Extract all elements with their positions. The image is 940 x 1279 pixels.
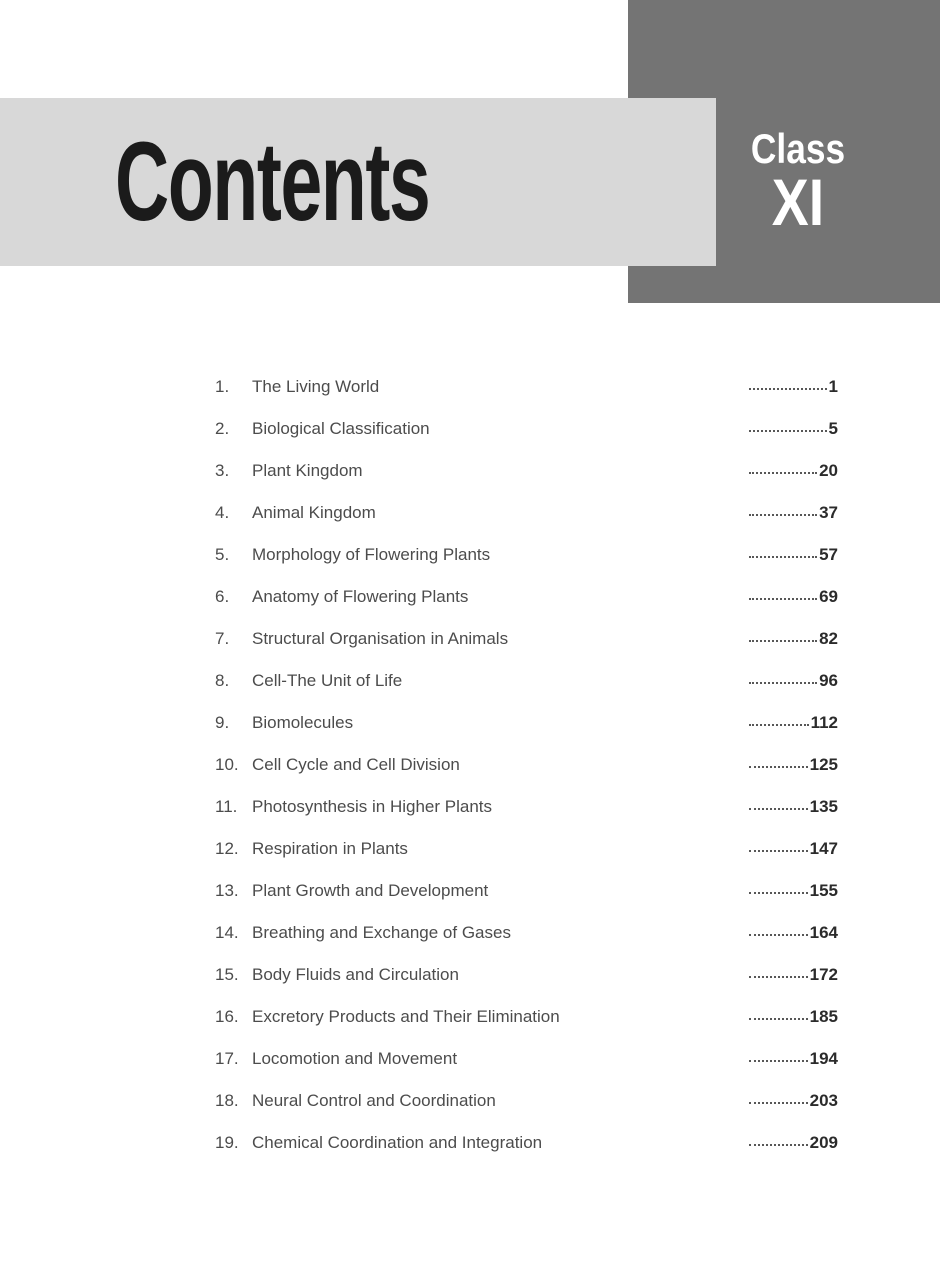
toc-entry-title: Excretory Products and Their Elimination — [252, 1007, 560, 1026]
toc-entry-right — [749, 408, 838, 450]
toc-entry-right — [749, 492, 838, 534]
toc-entry-page: 185 — [809, 1007, 838, 1026]
class-badge-text — [716, 125, 881, 239]
class-label: Class — [750, 125, 846, 172]
toc-entry-right — [749, 534, 838, 576]
toc-entry-number: 19. — [215, 1133, 239, 1152]
toc-entry-page: 135 — [809, 797, 838, 816]
toc-entry-title: Breathing and Exchange of Gases — [252, 923, 511, 942]
toc-entry-page: 5 — [828, 419, 838, 438]
toc-entry-right — [749, 1122, 838, 1164]
toc-entry-number: 8. — [215, 671, 230, 690]
toc-entry-right — [749, 744, 838, 786]
page-title: Contents — [115, 119, 430, 244]
toc-entry-number: 1. — [215, 377, 230, 396]
toc-entry-number: 5. — [215, 545, 230, 564]
toc-entry-right — [749, 996, 838, 1038]
toc-dot-leader — [749, 598, 817, 600]
toc-entry-page: 164 — [809, 923, 838, 942]
toc-entry — [215, 534, 838, 576]
toc-entry-page: 112 — [810, 713, 838, 732]
toc-entry-page: 82 — [819, 629, 838, 648]
toc-entry-title: Plant Kingdom — [252, 461, 363, 480]
contents-banner — [0, 98, 716, 266]
toc-entry — [215, 450, 838, 492]
toc-entry-right — [749, 366, 838, 408]
toc-list — [215, 366, 838, 1164]
toc-entry-right — [749, 1080, 838, 1122]
toc-entry-number: 17. — [215, 1049, 239, 1068]
toc-dot-leader — [749, 1060, 808, 1062]
toc-entry — [215, 870, 838, 912]
toc-entry — [215, 702, 838, 744]
toc-entry-title: Biomolecules — [252, 713, 354, 732]
toc-entry-right — [749, 702, 838, 744]
toc-entry — [215, 492, 838, 534]
toc-entry-title: Biological Classification — [252, 419, 430, 438]
toc-entry-page: 194 — [809, 1049, 838, 1068]
toc-entry — [215, 660, 838, 702]
toc-entry-number: 2. — [215, 419, 230, 438]
toc-entry-right — [749, 912, 838, 954]
toc-entry-number: 4. — [215, 503, 230, 522]
toc-entry-title: Locomotion and Movement — [252, 1049, 458, 1068]
toc-dot-leader — [749, 976, 808, 978]
toc-entry-number: 13. — [215, 881, 239, 900]
toc-dot-leader — [749, 892, 808, 894]
toc-entry — [215, 408, 838, 450]
toc-entry-title: Chemical Coordination and Integration — [252, 1133, 543, 1152]
toc-entry-page: 125 — [809, 755, 838, 774]
toc-entry-right — [749, 954, 838, 996]
toc-entry — [215, 1122, 838, 1164]
toc-dot-leader — [749, 1018, 808, 1020]
toc-entry-title: Cell Cycle and Cell Division — [252, 755, 460, 774]
toc-entry-page: 57 — [819, 545, 838, 564]
toc-dot-leader — [749, 472, 817, 474]
toc-entry-title: Cell-The Unit of Life — [252, 671, 403, 690]
toc-entry — [215, 912, 838, 954]
toc-entry-title: Structural Organisation in Animals — [252, 629, 509, 648]
toc-entry-number: 12. — [215, 839, 239, 858]
toc-entry-right — [749, 618, 838, 660]
toc-entry-number: 11. — [215, 797, 238, 816]
toc-entry-page: 20 — [819, 461, 838, 480]
toc-dot-leader — [749, 556, 817, 558]
toc-entry — [215, 786, 838, 828]
toc-entry — [215, 576, 838, 618]
toc-entry-right — [749, 786, 838, 828]
toc-entry-number: 16. — [215, 1007, 239, 1026]
toc-dot-leader — [749, 388, 827, 390]
toc-entry-page: 147 — [809, 839, 838, 858]
toc-entry-title: Anatomy of Flowering Plants — [252, 587, 469, 606]
toc-entry — [215, 828, 838, 870]
toc-dot-leader — [749, 1144, 808, 1146]
toc-entry-page: 69 — [819, 587, 838, 606]
toc-entry — [215, 954, 838, 996]
toc-entry-page: 96 — [819, 671, 838, 690]
toc-entry-title: Morphology of Flowering Plants — [252, 545, 491, 564]
toc-entry-title: The Living World — [252, 377, 380, 396]
toc-entry-number: 14. — [215, 923, 239, 942]
toc-dot-leader — [749, 430, 827, 432]
toc-entry-number: 15. — [215, 965, 239, 984]
toc-dot-leader — [749, 724, 809, 726]
toc-dot-leader — [749, 766, 808, 768]
toc-entry-right — [749, 660, 838, 702]
toc-entry — [215, 996, 838, 1038]
toc-entry-number: 7. — [215, 629, 230, 648]
toc-entry-page: 203 — [809, 1091, 838, 1110]
toc-dot-leader — [749, 1102, 808, 1104]
toc-entry-page: 1 — [828, 377, 838, 396]
toc-entry-page: 155 — [809, 881, 838, 900]
toc-entry-number: 18. — [215, 1091, 239, 1110]
toc-entry-number: 9. — [215, 713, 230, 732]
toc-dot-leader — [749, 640, 817, 642]
toc-dot-leader — [749, 514, 817, 516]
toc-entry — [215, 618, 838, 660]
toc-dot-leader — [749, 682, 817, 684]
toc-entry-title: Neural Control and Coordination — [252, 1091, 496, 1110]
toc-entry-page: 209 — [809, 1133, 838, 1152]
toc-entry-number: 10. — [215, 755, 239, 774]
toc-entry-page: 37 — [819, 503, 838, 522]
class-value: XI — [771, 165, 825, 239]
toc-entry-title: Photosynthesis in Higher Plants — [252, 797, 493, 816]
toc-entry-number: 3. — [215, 461, 230, 480]
toc-entry-page: 172 — [809, 965, 838, 984]
toc-entry-right — [749, 450, 838, 492]
toc-dot-leader — [749, 808, 808, 810]
toc-entry-right — [749, 1038, 838, 1080]
toc-entry — [215, 1038, 838, 1080]
toc-entry-right — [749, 828, 838, 870]
toc-entry-title: Body Fluids and Circulation — [252, 965, 459, 984]
toc-entry-right — [749, 870, 838, 912]
toc-dot-leader — [749, 934, 808, 936]
toc-entry-title: Animal Kingdom — [252, 503, 376, 522]
toc-entry-title: Respiration in Plants — [252, 839, 408, 858]
toc-entry — [215, 744, 838, 786]
toc-entry-right — [749, 576, 838, 618]
toc-entry — [215, 1080, 838, 1122]
toc-dot-leader — [749, 850, 808, 852]
toc-entry-number: 6. — [215, 587, 230, 606]
toc-entry-title: Plant Growth and Development — [252, 881, 489, 900]
toc-entry — [215, 366, 838, 408]
